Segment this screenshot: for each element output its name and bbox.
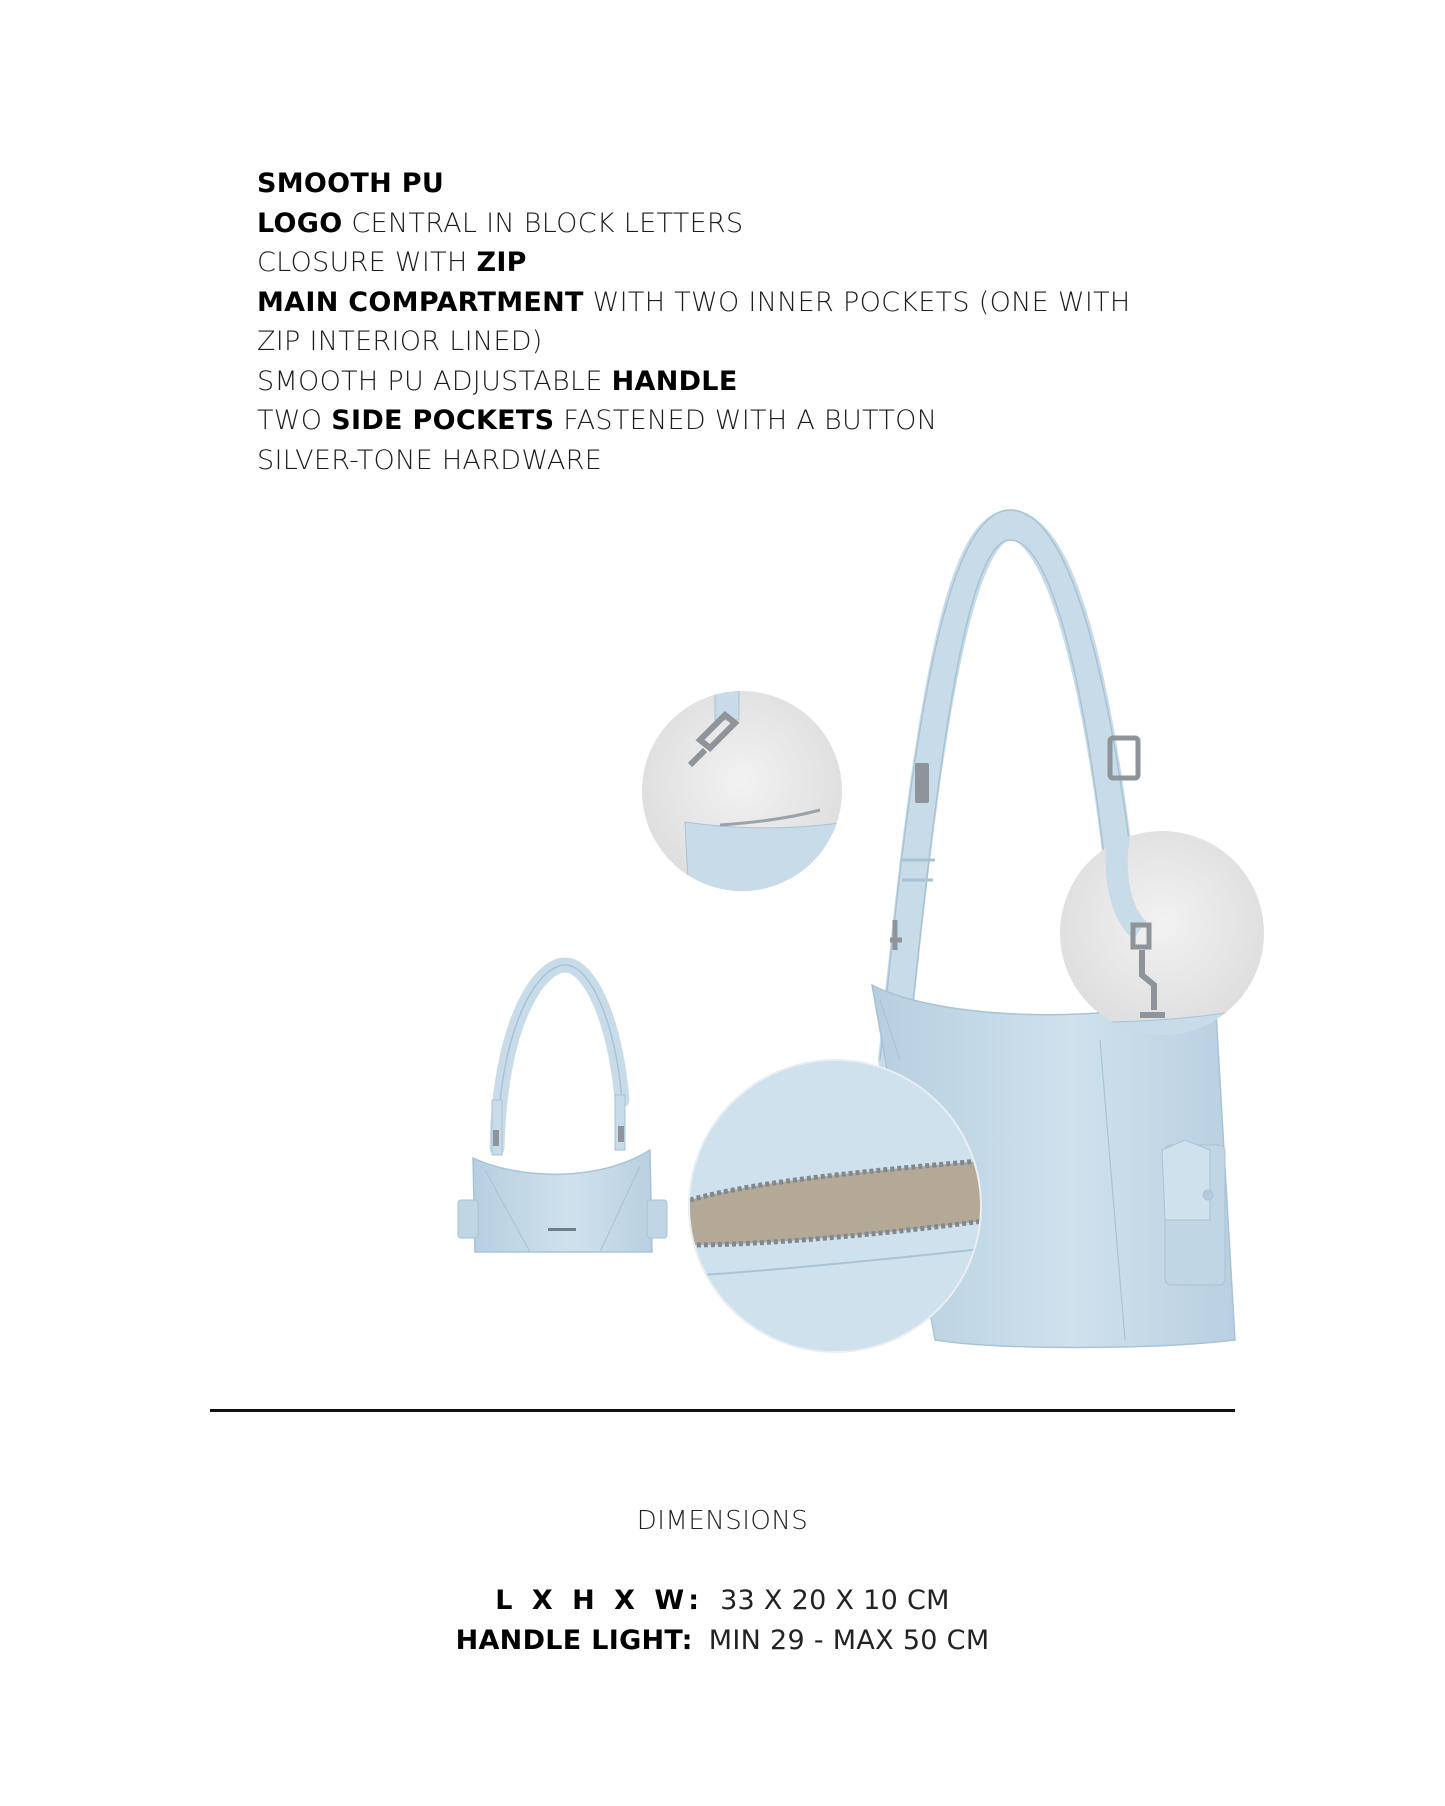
feature-keyword: MAIN COMPARTMENT bbox=[257, 286, 584, 318]
feature-text: SILVER-TONE HARDWARE bbox=[257, 444, 603, 476]
feature-line bbox=[257, 441, 1217, 481]
bag-illustration-svg bbox=[0, 500, 1445, 1380]
feature-text: CLOSURE WITH bbox=[257, 247, 477, 278]
dimension-row-handle bbox=[0, 1625, 1445, 1656]
feature-text: FASTENED WITH A BUTTON bbox=[554, 405, 938, 436]
feature-text: CENTRAL IN BLOCK LETTERS bbox=[342, 207, 744, 239]
dimension-value: MIN 29 - MAX 50 CM bbox=[708, 1625, 990, 1656]
feature-line bbox=[257, 283, 1217, 323]
feature-keyword: ZIP bbox=[476, 247, 527, 278]
feature-line bbox=[257, 164, 1217, 204]
feature-keyword: HANDLE bbox=[611, 365, 738, 397]
feature-keyword: LOGO bbox=[257, 207, 343, 239]
feature-keyword: SMOOTH PU bbox=[257, 168, 445, 199]
dimension-row-size bbox=[0, 1585, 1445, 1616]
feature-line bbox=[257, 401, 1217, 441]
product-illustration bbox=[0, 500, 1445, 1380]
dimensions-title: DIMENSIONS bbox=[636, 1506, 809, 1536]
feature-line bbox=[257, 243, 1217, 283]
dimension-value: 33 X 20 X 10 CM bbox=[720, 1585, 950, 1616]
section-divider bbox=[210, 1409, 1235, 1412]
feature-text: ZIP INTERIOR LINED) bbox=[257, 326, 543, 357]
feature-list bbox=[257, 164, 1217, 480]
feature-keyword: SIDE POCKETS bbox=[331, 405, 555, 436]
feature-line bbox=[257, 322, 1217, 362]
feature-text: SMOOTH PU ADJUSTABLE bbox=[257, 365, 612, 397]
feature-text: WITH TWO INNER POCKETS (ONE WITH bbox=[583, 286, 1131, 318]
small-bag-front-view bbox=[458, 965, 667, 1252]
feature-line bbox=[257, 204, 1217, 244]
dimension-label: L X H X W: bbox=[495, 1585, 705, 1616]
feature-text: TWO bbox=[257, 405, 332, 436]
feature-line bbox=[257, 362, 1217, 402]
dimension-label: HANDLE LIGHT: bbox=[455, 1625, 693, 1656]
detail-zoom-strap-clip bbox=[642, 640, 860, 920]
